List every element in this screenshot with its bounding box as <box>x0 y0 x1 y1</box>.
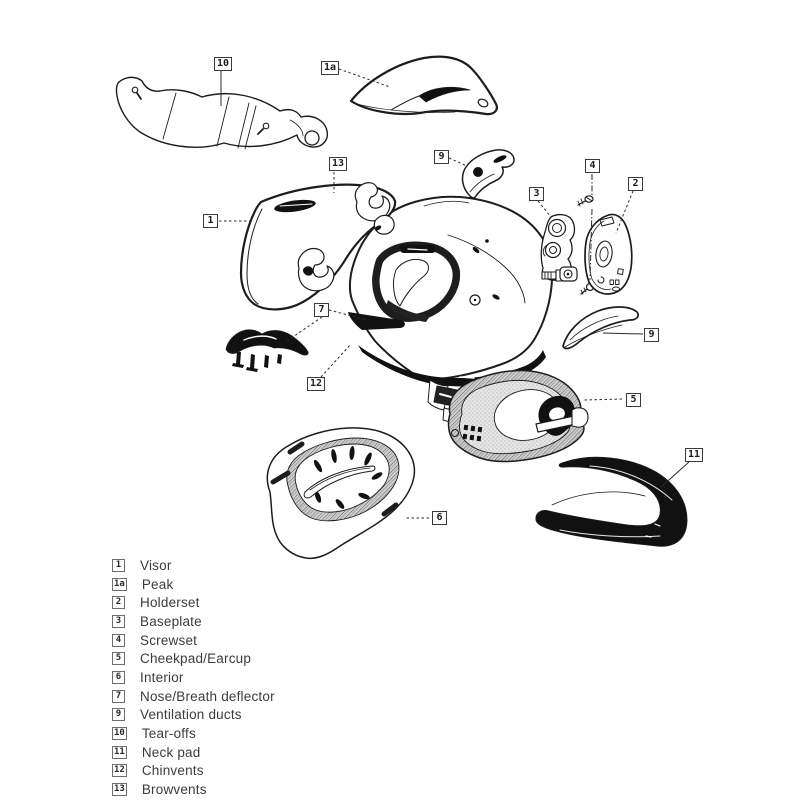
legend-num-box: 9 <box>112 708 125 721</box>
legend-label: Holderset <box>140 595 200 611</box>
legend-item-4 <box>112 631 275 650</box>
peak <box>351 57 497 115</box>
legend-num-box: 1 <box>112 559 125 572</box>
callout-6: 6 <box>432 511 447 525</box>
legend-num-box: 13 <box>114 784 125 795</box>
legend-label: Chinvents <box>141 763 204 779</box>
legend-label: Ventilation ducts <box>140 707 242 723</box>
legend-item-5 <box>112 649 275 668</box>
legend-label: Baseplate <box>140 613 202 629</box>
callout-1a: 1a <box>321 61 339 75</box>
legend-num-box: 4 <box>112 634 125 647</box>
legend-label: Tear-offs <box>141 726 196 742</box>
parts-legend <box>112 556 275 799</box>
legend-item-7 <box>112 687 275 706</box>
callout-10: 10 <box>214 57 232 71</box>
legend-label: Interior <box>140 669 184 685</box>
callout-11: 11 <box>685 448 703 462</box>
legend-num-box: 10 <box>114 728 125 739</box>
neck-pad <box>536 457 687 546</box>
callout-7: 7 <box>314 303 329 317</box>
legend-num-box: 1a <box>114 578 125 589</box>
legend-label: Nose/Breath deflector <box>140 688 275 704</box>
legend-label: Screwset <box>140 632 198 648</box>
legend-item-13 <box>112 780 275 799</box>
top-vent-duct <box>463 150 514 198</box>
callout-9-top: 9 <box>434 150 449 164</box>
legend-label: Visor <box>140 557 172 573</box>
interior-liner <box>267 428 414 558</box>
legend-item-1 <box>112 556 275 575</box>
legend-num-box: 12 <box>114 765 125 776</box>
callout-9-side: 9 <box>644 328 659 342</box>
callout-2: 2 <box>628 177 643 191</box>
legend-num-box: 3 <box>112 615 125 628</box>
legend-num-box: 5 <box>112 652 125 665</box>
callout-1: 1 <box>203 214 218 228</box>
callout-5: 5 <box>626 393 641 407</box>
legend-num-box: 11 <box>114 746 125 757</box>
tear-off-strip <box>116 77 327 149</box>
legend-item-9 <box>112 706 275 725</box>
callout-3: 3 <box>529 187 544 201</box>
legend-label: Cheekpad/Earcup <box>140 651 252 667</box>
cheekpad <box>449 370 589 461</box>
legend-label: Neck pad <box>141 744 201 760</box>
legend-num-box: 2 <box>112 596 125 609</box>
legend-item-2 <box>112 593 275 612</box>
nose-deflector <box>226 330 308 372</box>
callout-4: 4 <box>585 159 600 173</box>
baseplate <box>541 215 577 281</box>
legend-item-12 <box>112 762 275 781</box>
side-vent-duct <box>563 307 638 349</box>
legend-item-6 <box>112 668 275 687</box>
callout-13: 13 <box>329 157 347 171</box>
legend-num-box: 7 <box>112 690 125 703</box>
legend-item-10 <box>112 724 275 743</box>
legend-num-box: 6 <box>112 671 125 684</box>
holderset-plate <box>585 214 632 294</box>
legend-item-3 <box>112 612 275 631</box>
callout-12: 12 <box>307 377 325 391</box>
legend-label: Browvents <box>141 782 207 798</box>
legend-label: Peak <box>141 576 174 592</box>
legend-item-1a <box>112 575 275 594</box>
legend-item-11 <box>112 743 275 762</box>
